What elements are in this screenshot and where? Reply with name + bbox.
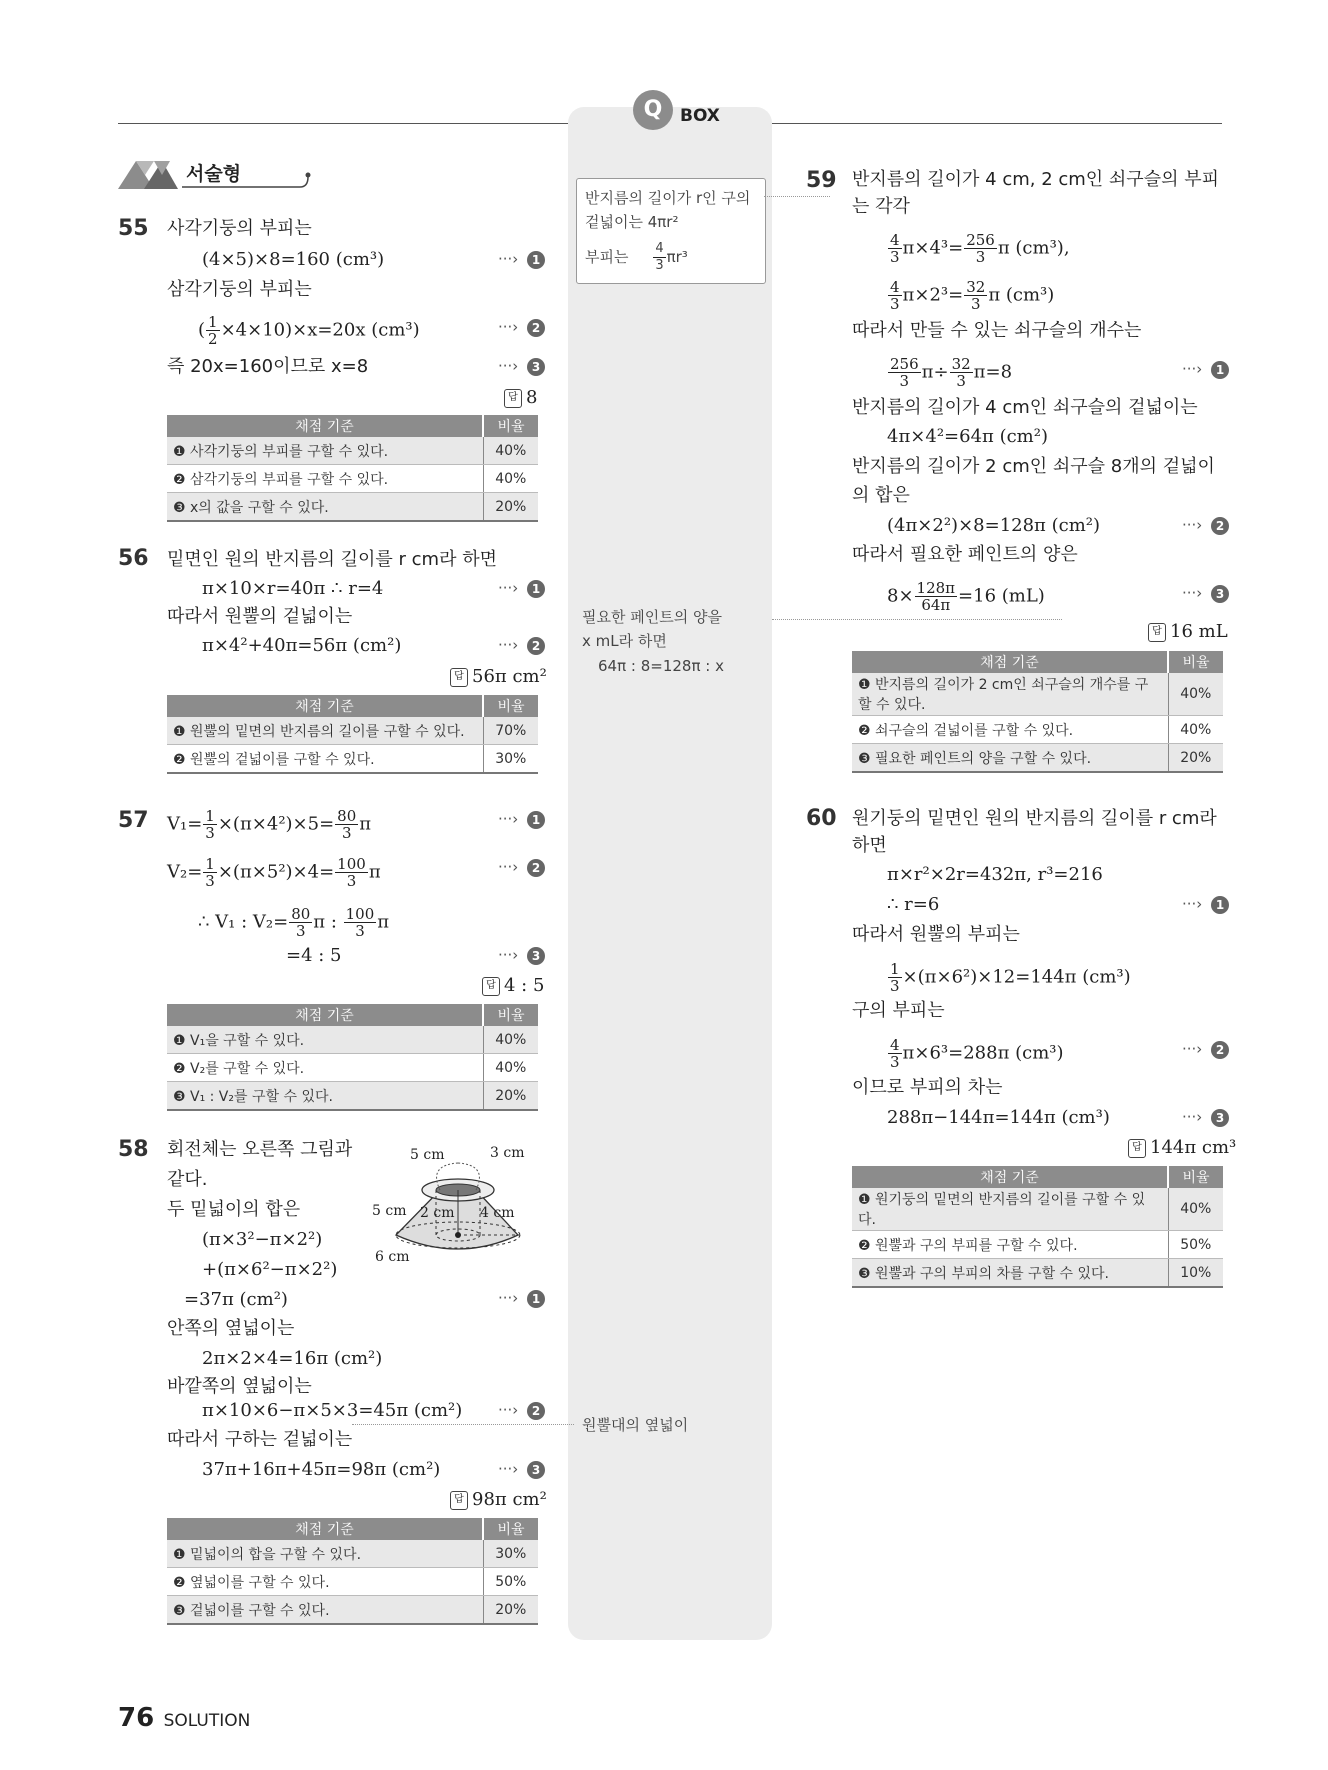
q-circle-icon: Q	[633, 90, 673, 130]
fig-label-5cm-left: 5 cm	[372, 1203, 407, 1219]
p58-line-12: 37π+16π+45π=98π (cm²)	[202, 1459, 441, 1480]
p60-line-9: 이므로 부피의 차는	[852, 1077, 1003, 1098]
p60-line-1: 원기둥의 밑면인 원의 반지름의 길이를 r cm라	[852, 808, 1217, 829]
p58-line-2: 같다.	[167, 1169, 208, 1190]
step-mark-3: ···› 3	[498, 946, 545, 965]
p59-answer: 답 16 mL	[1148, 621, 1228, 642]
answer-icon: 답	[1148, 623, 1166, 642]
p57-line-4: =4 : 5	[286, 945, 342, 966]
p60-line-6: $\frac{1}{3}$ ×(π×6²)×12=144π (cm³)	[890, 960, 1131, 995]
p59-line-2: 는 각각	[852, 196, 910, 217]
fig-label-6cm: 6 cm	[375, 1249, 410, 1265]
p58-line-7: 안쪽의 옆넓이는	[167, 1318, 295, 1339]
step-mark-1: ···› 1	[498, 810, 545, 829]
fig-label-5cm-top: 5 cm	[410, 1147, 445, 1163]
triangles-icon	[118, 153, 178, 193]
step-mark-2: ···› 2	[498, 858, 545, 877]
p56-line-4: π×4²+40π=56π (cm²)	[202, 635, 402, 656]
p60-criteria-table: 채점 기준 비율 ❶ 원기둥의 밑면의 반지름의 길이를 구할 수 있다. 40% ❷ 원뿔과 구의 부피를 구할 수 있다. 50% ❸ 원뿔과 구의 부피의 차를 구할 수 있다. 10%	[852, 1166, 1223, 1288]
p60-line-3: π×r²×2r=432π, r³=216	[887, 864, 1103, 885]
problem-60-number: 60	[806, 806, 837, 831]
answer-icon: 답	[1128, 1139, 1146, 1158]
step-mark-1: ···› 1	[498, 579, 545, 598]
step-mark-1: ···› 1	[1182, 895, 1229, 914]
p59-line-10: 의 합은	[852, 485, 910, 506]
p58-line-10: π×10×6−π×5×3=45π (cm²)	[202, 1400, 463, 1421]
step-mark-2: ···› 2	[498, 1401, 545, 1420]
qbox-connector-1	[764, 196, 830, 197]
p56-answer: 답 56π cm²	[450, 666, 547, 687]
problem-56-number: 56	[118, 546, 149, 571]
p58-line-5: +(π×6²−π×2²)	[202, 1259, 338, 1280]
step-mark-3: ···› 3	[498, 1460, 545, 1479]
q-box-column	[568, 107, 772, 1640]
p59-criteria-table: 채점 기준 비율 ❶ 반지름의 길이가 2 cm인 쇠구슬의 개수를 구할 수 있다. 40% ❷ 쇠구슬의 겉넓이를 구할 수 있다. 40% ❸ 필요한 페인트의 양을 구할 수 있다. 20%	[852, 651, 1223, 773]
problem-55-number: 55	[118, 216, 149, 241]
step-mark-2: ···› 2	[498, 636, 545, 655]
page-number: 76	[118, 1703, 155, 1733]
problem-57-number: 57	[118, 808, 149, 833]
p60-line-8: $\frac{4}{3}$ π×6³=288π (cm³)	[890, 1036, 1064, 1071]
p55-line-2: (4×5)×8=160 (cm³)	[202, 249, 385, 270]
p59-line-12: 따라서 필요한 페인트의 양은	[852, 544, 1078, 565]
p57-line-1: V₁= $\frac{1}{3}$ ×(π×4²)×5= $\frac{80}{3}$ π	[167, 807, 372, 842]
p56-line-3: 따라서 원뿔의 겉넓이는	[167, 606, 353, 627]
qbox-note-sphere	[576, 178, 766, 284]
p55-line-5: 즉 20x=160이므로 x=8	[167, 356, 369, 377]
p57-criteria-table: 채점 기준 비율 ❶ V₁을 구할 수 있다. 40% ❷ V₂를 구할 수 있다. 40% ❸ V₁ : V₂를 구할 수 있다. 20%	[167, 1004, 538, 1111]
answer-icon: 답	[504, 389, 522, 408]
section-header	[118, 153, 318, 193]
step-mark-3: ···› 3	[498, 357, 545, 376]
step-mark-1: ···› 1	[498, 1289, 545, 1308]
p60-line-2: 하면	[852, 835, 887, 856]
p58-line-9: 바깥쪽의 옆넓이는	[167, 1376, 312, 1397]
p56-criteria-table: 채점 기준 비율 ❶ 원뿔의 밑면의 반지름의 길이를 구할 수 있다. 70% ❷ 원뿔의 겉넓이를 구할 수 있다. 30%	[167, 695, 538, 774]
p58-line-3: 두 밑넓이의 합은	[167, 1199, 301, 1220]
p55-answer: 답 8	[504, 387, 537, 408]
fig-label-2cm: 2 cm	[420, 1205, 455, 1221]
title-underline-icon	[180, 153, 320, 193]
answer-icon: 답	[482, 977, 500, 996]
p58-line-4: (π×3²−π×2²)	[202, 1229, 323, 1250]
p59-line-5: 따라서 만들 수 있는 쇠구슬의 개수는	[852, 320, 1142, 341]
frustum-figure	[368, 1135, 548, 1280]
p59-line-1: 반지름의 길이가 4 cm, 2 cm인 쇠구슬의 부피	[852, 169, 1219, 190]
p57-line-2: V₂= $\frac{1}{3}$ ×(π×5²)×4= $\frac{100}{3}$ π	[167, 855, 381, 890]
p59-line-8: 4π×4²=64π (cm²)	[887, 426, 1048, 447]
p59-line-6: $\frac{256}{3}$ π÷ $\frac{32}{3}$ π=8	[890, 355, 1013, 390]
qbox-note-2-line-1: 필요한 페인트의 양을	[582, 608, 722, 626]
p56-line-2: π×10×r=40π ∴ r=4	[202, 578, 384, 599]
header-rule-right	[772, 123, 1222, 124]
box-label: BOX	[680, 106, 720, 126]
p59-line-9: 반지름의 길이가 2 cm인 쇠구슬 8개의 겉넓이	[852, 456, 1215, 477]
p56-line-1: 밑면인 원의 반지름의 길이를 r cm라 하면	[167, 549, 497, 570]
p55-line-1: 사각기둥의 부피는	[167, 218, 312, 239]
step-mark-2: ···› 2	[498, 318, 545, 337]
qbox-note-2-line-2: x mL라 하면	[582, 632, 667, 650]
qbox-note-3: 원뿔대의 옆넓이	[582, 1416, 689, 1434]
step-mark-2: ···› 2	[1182, 1040, 1229, 1059]
step-mark-3: ···› 3	[1182, 584, 1229, 603]
qbox-note-1-line-1: 반지름의 길이가 r인 구의	[585, 189, 751, 207]
p58-line-8: 2π×2×4=16π (cm²)	[202, 1348, 383, 1369]
p60-answer: 답 144π cm³	[1128, 1137, 1236, 1158]
p59-line-4: $\frac{4}{3}$ π×2³= $\frac{32}{3}$ π (cm³)	[890, 278, 1055, 313]
problem-59-number: 59	[806, 168, 837, 193]
p58-answer: 답 98π cm²	[450, 1489, 547, 1510]
footer-label: SOLUTION	[163, 1711, 251, 1731]
p57-answer: 답 4 : 5	[482, 975, 544, 996]
step-mark-2: ···› 2	[1182, 516, 1229, 535]
header-rule-left	[118, 123, 568, 124]
p60-line-4: ∴ r=6	[887, 894, 940, 915]
p55-line-4: ( $\frac{1}{2}$ ×4×10)×x=20x (cm³)	[198, 313, 420, 348]
fig-label-3cm: 3 cm	[490, 1145, 525, 1161]
qbox-note-1-line-3: 부피는 $\frac{4}{3}$ πr³	[585, 241, 688, 273]
qbox-note-2-line-3: 64π : 8=128π : x	[598, 657, 724, 675]
answer-icon: 답	[450, 1491, 468, 1510]
answer-icon: 답	[450, 668, 468, 687]
p59-line-11: (4π×2²)×8=128π (cm²)	[887, 515, 1101, 536]
p60-line-10: 288π−144π=144π (cm³)	[887, 1107, 1110, 1128]
section-title: 서술형	[186, 163, 242, 185]
qbox-note-1-line-2: 겉넓이는 4πr²	[585, 213, 679, 231]
p55-line-3: 삼각기둥의 부피는	[167, 279, 312, 300]
p60-line-5: 따라서 원뿔의 부피는	[852, 924, 1020, 945]
problem-58-number: 58	[118, 1137, 149, 1162]
qbox-connector-2	[772, 619, 1062, 620]
p59-line-7: 반지름의 길이가 4 cm인 쇠구슬의 겉넓이는	[852, 397, 1198, 418]
step-mark-1: ···› 1	[498, 250, 545, 269]
p58-line-11: 따라서 구하는 겉넓이는	[167, 1429, 353, 1450]
fig-label-4cm: 4 cm	[480, 1205, 515, 1221]
p55-criteria-table: 채점 기준 비율 ❶ 사각기둥의 부피를 구할 수 있다. 40% ❷ 삼각기둥의 부피를 구할 수 있다. 40% ❸ x의 값을 구할 수 있다. 20%	[167, 415, 538, 522]
page-footer	[118, 1703, 250, 1733]
step-mark-3: ···› 3	[1182, 1108, 1229, 1127]
step-mark-1: ···› 1	[1182, 360, 1229, 379]
p59-line-3: $\frac{4}{3}$ π×4³= $\frac{256}{3}$ π (cm³),	[890, 231, 1070, 266]
p58-line-6: =37π (cm²)	[184, 1289, 288, 1310]
p58-criteria-table: 채점 기준 비율 ❶ 밑넓이의 합을 구할 수 있다. 30% ❷ 옆넓이를 구할 수 있다. 50% ❸ 겉넓이를 구할 수 있다. 20%	[167, 1518, 538, 1625]
p58-line-1: 회전체는 오른쪽 그림과	[167, 1139, 353, 1160]
p59-line-13: 8× $\frac{128\pi}{64\pi}$ =16 (mL)	[887, 579, 1045, 614]
p57-line-3: ∴ V₁ : V₂= $\frac{80}{3}$ π : $\frac{100}{3}$ π	[198, 905, 390, 940]
qbox-connector-3	[352, 1424, 574, 1425]
p60-line-7: 구의 부피는	[852, 1000, 945, 1021]
